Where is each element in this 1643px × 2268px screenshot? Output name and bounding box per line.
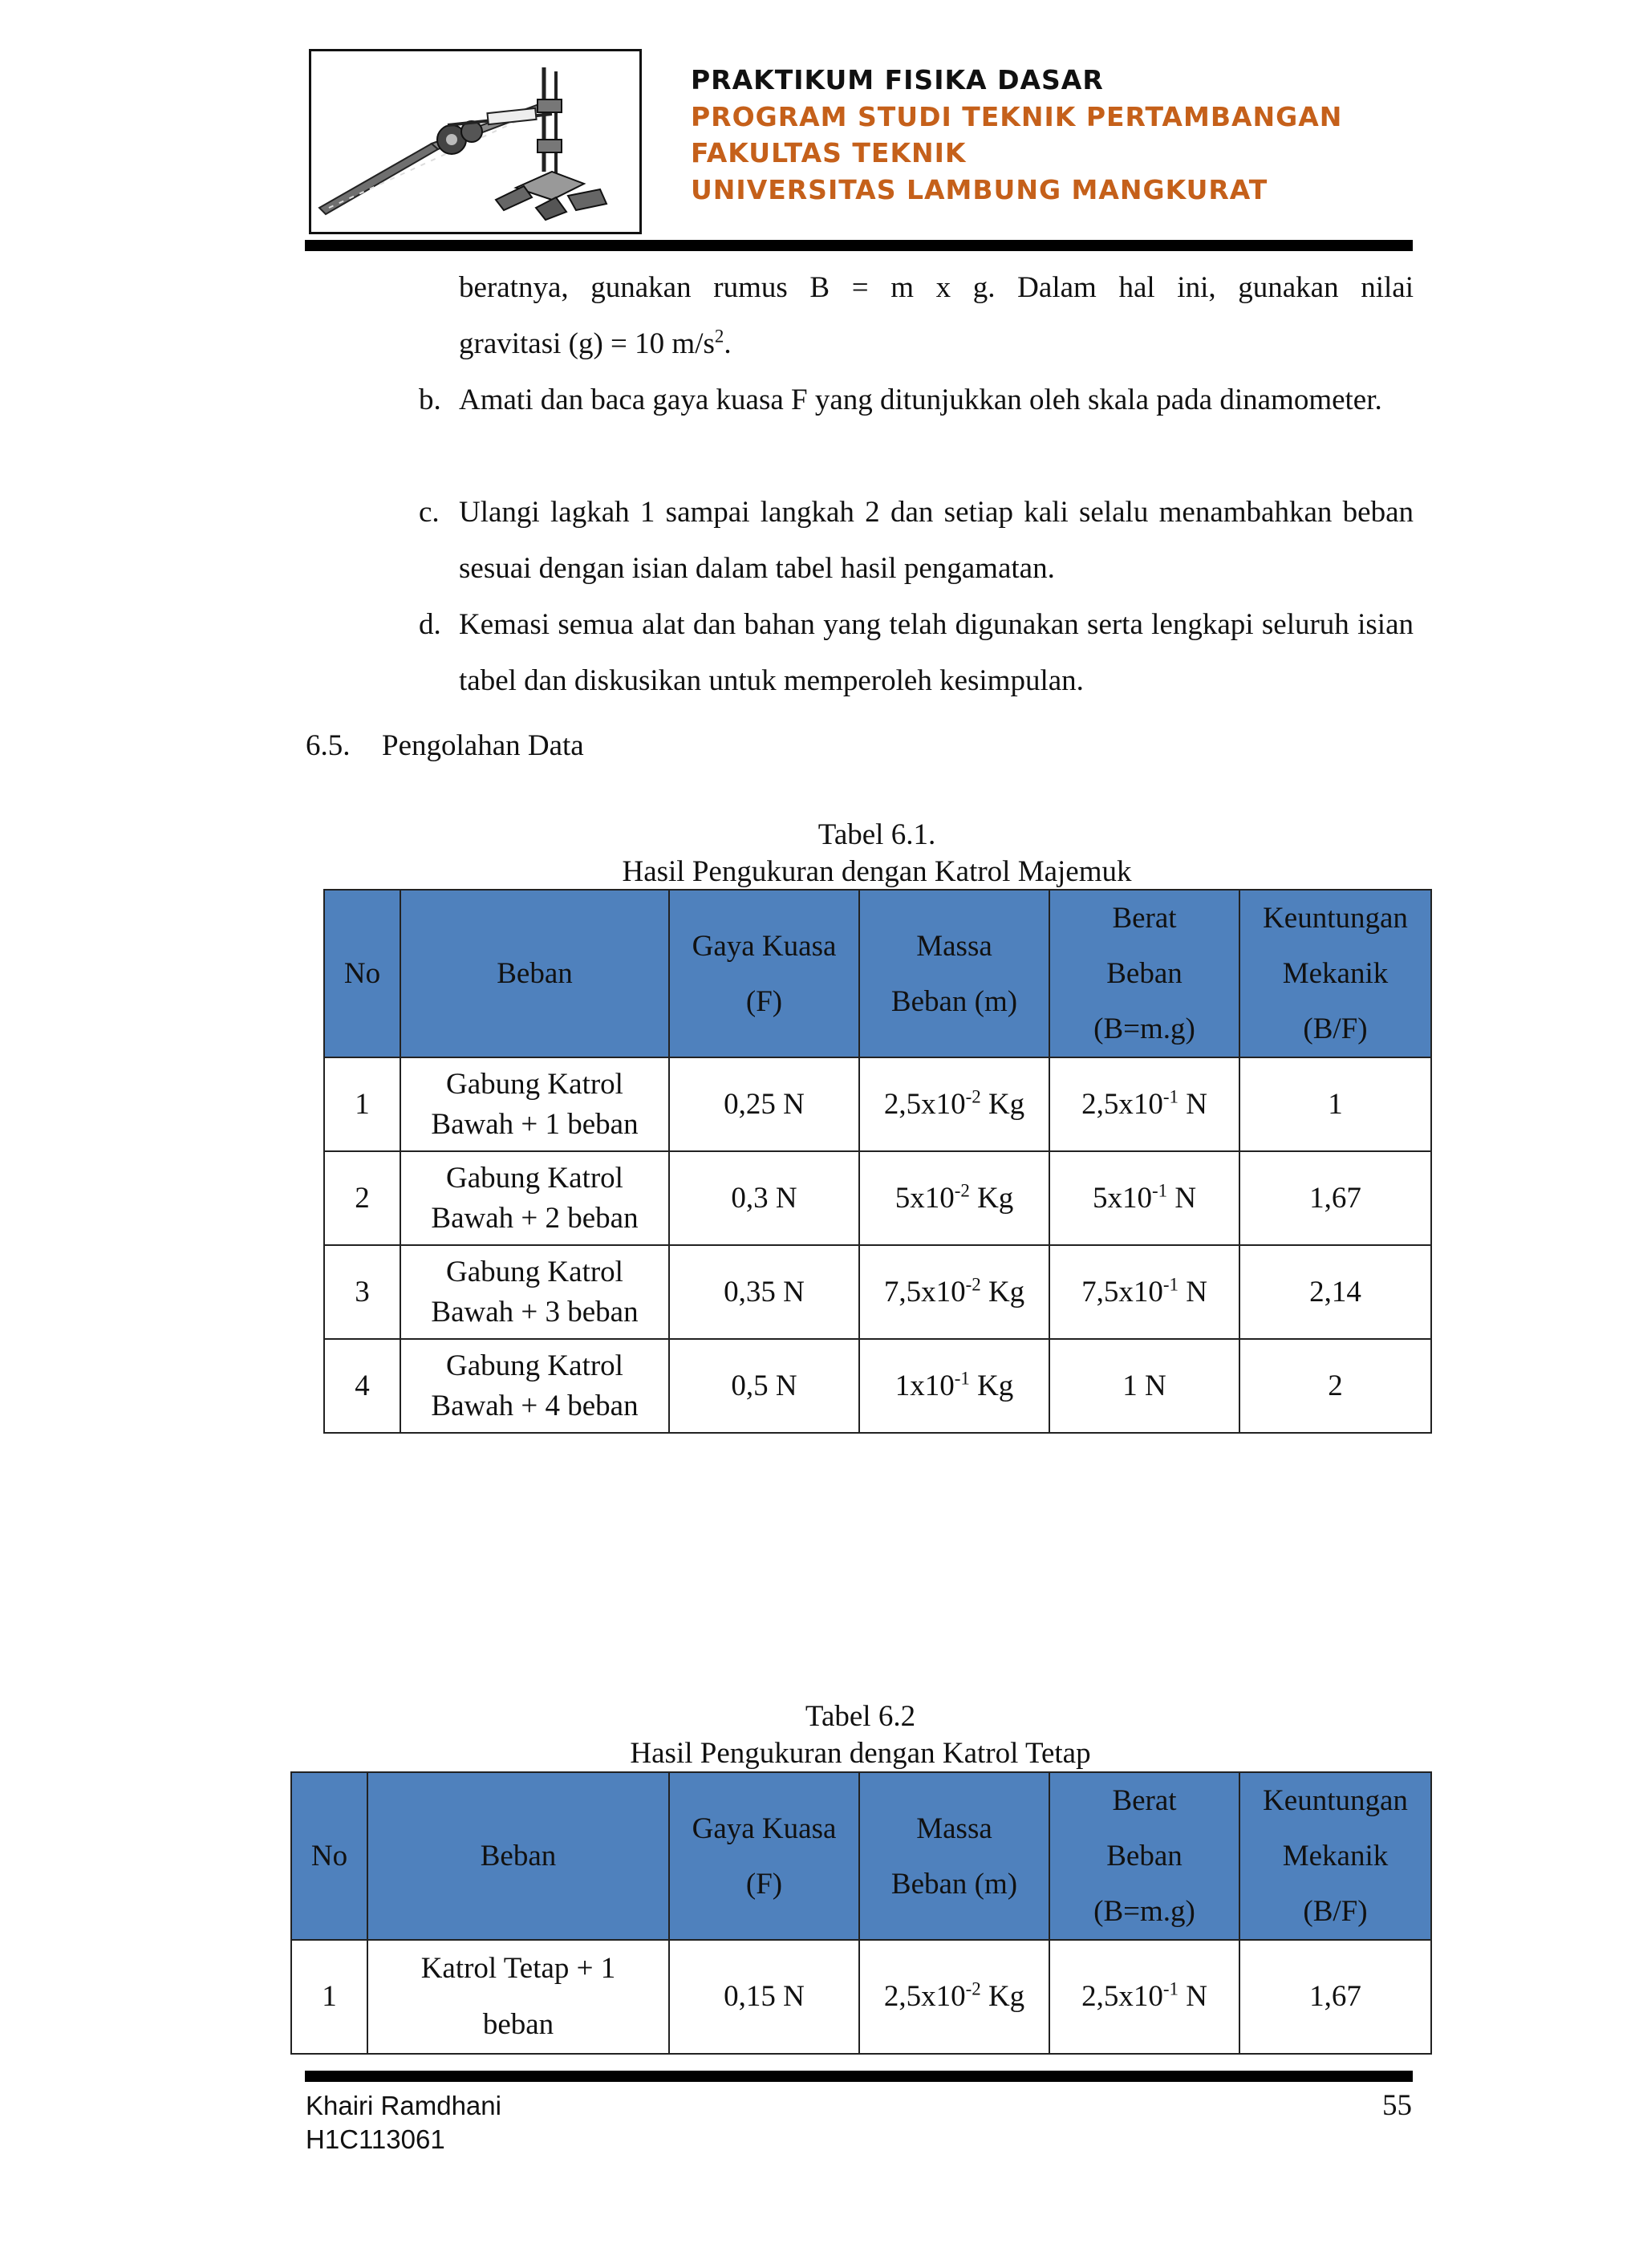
step-marker-d: d. — [419, 608, 441, 641]
col-header-keuntungan: Keuntungan Mekanik (B/F) — [1239, 1772, 1431, 1940]
cell-berat: $7,5x10^{-1}$ N — [1049, 1245, 1239, 1339]
table-row — [324, 1057, 1431, 1151]
cell-keuntungan: 2 — [1239, 1339, 1431, 1433]
procedure-continuation — [459, 260, 1414, 372]
cell-massa: $2,5x10^{-2}$ Kg — [859, 1057, 1049, 1151]
header-divider — [305, 240, 1413, 251]
cell-gaya: 0,5 N — [669, 1339, 859, 1433]
header-program: PROGRAM STUDI TEKNIK PERTAMBANGAN — [691, 101, 1343, 132]
cell-no: 1 — [324, 1057, 400, 1151]
cell-berat: 1 N — [1049, 1339, 1239, 1433]
step-text-c: Ulangi lagkah 1 sampai langkah 2 dan setiap kali selalu menambahkan beban sesuai dengan isian dalam tabel hasil pengamatan. — [459, 496, 1414, 585]
table2-katrol-tetap — [290, 1771, 1432, 2055]
table-row — [324, 1339, 1431, 1433]
cell-beban: Gabung Katrol Bawah + 2 beban — [400, 1151, 669, 1245]
table1-katrol-majemuk — [323, 889, 1432, 1434]
table2-caption-number: Tabel 6.2 — [805, 1700, 916, 1733]
cell-gaya: 0,25 N — [669, 1057, 859, 1151]
col-header-berat: Berat Beban (B=m.g) — [1049, 890, 1239, 1057]
section-heading — [306, 728, 584, 763]
table-row — [291, 1940, 1431, 2054]
col-header-no: No — [291, 1772, 367, 1940]
table1-header-row — [324, 890, 1431, 1057]
step-text-d: Kemasi semua alat dan bahan yang telah digunakan serta lengkapi seluruh isian tabel dan diskusikan untuk memperoleh kesimpulan. — [459, 608, 1414, 697]
cell-massa: $5x10^{-2}$ Kg — [859, 1151, 1049, 1245]
cell-gaya: 0,35 N — [669, 1245, 859, 1339]
cell-no: 2 — [324, 1151, 400, 1245]
header-logo-illustration — [309, 49, 642, 234]
table2-caption-title: Hasil Pengukuran dengan Katrol Tetap — [630, 1737, 1091, 1770]
cell-beban: Katrol Tetap + 1 beban — [367, 1940, 669, 2054]
cell-berat: $2,5x10^{-1}$ N — [1049, 1057, 1239, 1151]
section-number: 6.5. — [306, 729, 351, 762]
step-marker-c: c. — [419, 496, 440, 529]
header-university: UNIVERSITAS LAMBUNG MANGKURAT — [691, 174, 1268, 205]
footer-divider — [305, 2071, 1413, 2082]
table1-caption-number: Tabel 6.1. — [817, 818, 936, 851]
step-text-b: Amati dan baca gaya kuasa F yang ditunjukkan oleh skala pada dinamometer. — [459, 383, 1382, 416]
cell-keuntungan: 2,14 — [1239, 1245, 1431, 1339]
section-title: Pengolahan Data — [382, 729, 584, 762]
table-row — [324, 1245, 1431, 1339]
col-header-beban: Beban — [400, 890, 669, 1057]
cell-beban: Gabung Katrol Bawah + 3 beban — [400, 1245, 669, 1339]
pulley-apparatus-drawing — [311, 51, 639, 232]
table-row — [324, 1151, 1431, 1245]
header-course-title: PRAKTIKUM FISIKA DASAR — [691, 64, 1104, 95]
header-faculty: FAKULTAS TEKNIK — [691, 137, 967, 168]
col-header-no: No — [324, 890, 400, 1057]
cell-berat: $5x10^{-1}$ N — [1049, 1151, 1239, 1245]
continuation-line-2: gravitasi (g) = 10 $m/s^2$. — [459, 326, 732, 360]
cell-keuntungan: 1,67 — [1239, 1940, 1431, 2054]
col-header-berat: Berat Beban (B=m.g) — [1049, 1772, 1239, 1940]
cell-keuntungan: 1 — [1239, 1057, 1431, 1151]
cell-beban: Gabung Katrol Bawah + 4 beban — [400, 1339, 669, 1433]
cell-berat: $2,5x10^{-1}$ N — [1049, 1940, 1239, 2054]
col-header-beban: Beban — [367, 1772, 669, 1940]
cell-massa: $7,5x10^{-2}$ Kg — [859, 1245, 1049, 1339]
cell-gaya: 0,15 N — [669, 1940, 859, 2054]
cell-gaya: 0,3 N — [669, 1151, 859, 1245]
cell-no: 4 — [324, 1339, 400, 1433]
cell-massa: $1x10^{-1}$ Kg — [859, 1339, 1049, 1433]
step-marker-b: b. — [419, 383, 441, 416]
cell-no: 1 — [291, 1940, 367, 2054]
col-header-massa: Massa Beban (m) — [859, 890, 1049, 1057]
table1-caption-title: Hasil Pengukuran dengan Katrol Majemuk — [622, 855, 1132, 888]
cell-beban: Gabung Katrol Bawah + 1 beban — [400, 1057, 669, 1151]
footer-student-id: H1C113061 — [306, 2124, 445, 2154]
page-number: 55 — [1382, 2089, 1412, 2122]
cell-keuntungan: 1,67 — [1239, 1151, 1431, 1245]
cell-no: 3 — [324, 1245, 400, 1339]
col-header-keuntungan: Keuntungan Mekanik (B/F) — [1239, 890, 1431, 1057]
col-header-massa: Massa Beban (m) — [859, 1772, 1049, 1940]
col-header-gaya-kuasa: Gaya Kuasa (F) — [669, 1772, 859, 1940]
continuation-line-1: beratnya, gunakan rumus B = m x g. Dalam hal ini, gunakan nilai — [459, 271, 1414, 304]
table2-header-row — [291, 1772, 1431, 1940]
cell-massa: $2,5x10^{-2}$ Kg — [859, 1940, 1049, 2054]
footer-author-name: Khairi Ramdhani — [306, 2091, 501, 2120]
col-header-gaya-kuasa: Gaya Kuasa (F) — [669, 890, 859, 1057]
